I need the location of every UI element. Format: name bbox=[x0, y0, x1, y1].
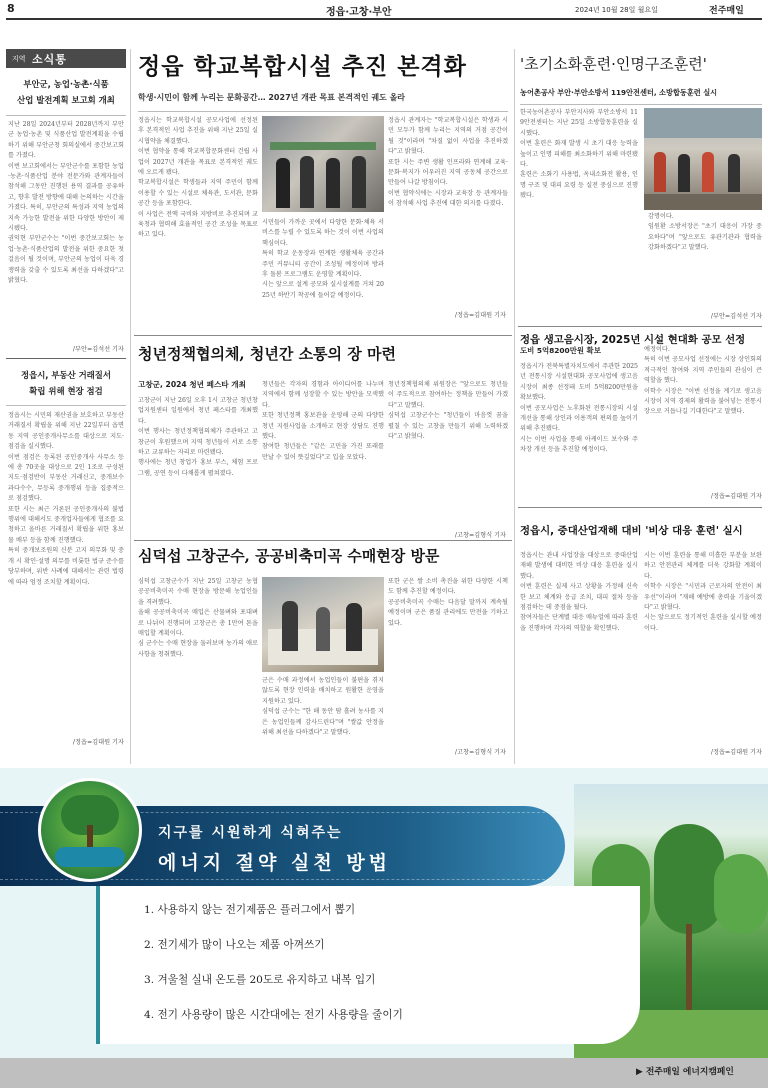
eco-subhead: 도비 5억8200만원 확보 bbox=[520, 346, 601, 355]
youth-headline: 청년정책협의체, 청년간 소통의 장 마련 bbox=[138, 345, 396, 363]
youth-col3: 청년정책협의체 위원장은 "앞으로도 청년들이 주도적으로 참여하는 정책을 만들어 가겠다"고 말했다. 심덕섭 고창군수는 "청년들이 마음껏 꿈을 펼칠 수 있는 고창을 만들기 위해 노력하겠다"고 밝혔다. bbox=[388, 381, 508, 441]
sidebar-label-title: 소식통 bbox=[32, 53, 67, 66]
section-name: 정읍·고창·부안 bbox=[326, 7, 392, 18]
gochang-col2: 군은 수매 과정에서 농업인들이 불편을 겪지 않도록 현장 인력을 배치하고 원활한 운영을 지원하고 있다. 심덕섭 군수는 "한 해 동안 땀 흘려 농사를 지은 농업인들께 감사드린다"며 "쌀값 안정을 위해 최선을 다하겠다"고 말했다. bbox=[262, 677, 384, 737]
eco-col1: 정읍시가 전북특별자치도에서 주관한 2025년 전통시장 시설현대화 공모사업에 생고음시장이 최종 선정돼 도비 5억8200만원을 확보했다. 이번 공모사업은 노후화된 전통시장의 시설 개선을 통해 상인과 이용객의 편의를 높이기 위해 추진됐다. 시는 이번 사업을 통해 아케이드 보수와 주차장 개선 등을 추진할 예정이다. bbox=[520, 363, 638, 454]
earth-tree-icon bbox=[38, 778, 142, 882]
sidebar-story1-body: 지난 28일 2024년부터 2028년까지 부안군 농업·농촌 및 식품산업 발전계획을 수립하기 위해 부안군청 회의실에서 중간보고회를 가졌다. 이번 보고회에서는 부안군수를 포함한 농업·농촌·식품산업 분야 전문가와 관계자들이 참석해 그동안 진행된 용역 결과를 공유하고, 향후 발전 방향에 대해 논의하는 시간을 가졌다. 특히, 부안군의 특성과 지역 농업의 지속 가능한 발전을 위한 다양한 방안이 제시됐다. 권익현 부안군수는 "이번 중간보고회는 농업·농촌·식품산업의 발전을 위한 중요한 첫 걸음이 될 것이며, 부안군의 농업이 더욱 경쟁력을 갖출 수 있도록 최선을 다하겠다"고 밝혔다. bbox=[8, 121, 124, 285]
main-photo bbox=[262, 116, 384, 212]
main-col2: 시민들이 가까운 곳에서 다양한 문화·체육 서비스를 누릴 수 있도록 하는 것이 이번 사업의 핵심이다. 특히 학교 운동장과 연계한 생활체육 공간과 주민 커뮤니티 공간이 조성될 예정이며 방과후 돌봄 프로그램도 운영할 계획이다. 시는 앞으로 설계 공모와 실시설계를 거쳐 2025년 하반기 착공에 들어갈 예정이다. bbox=[262, 219, 384, 299]
gochang-headline: 심덕섭 고창군수, 공공비축미곡 수매현장 방문 bbox=[138, 547, 440, 565]
drill-col1: 정읍시는 관내 사업장을 대상으로 중대산업재해 발생에 대비한 비상 대응 훈련을 실시했다. 이번 훈련은 실제 사고 상황을 가정해 신속한 보고 체계와 응급 조치, 대피 절차 등을 점검하는 데 중점을 뒀다. 참여자들은 단계별 대응 매뉴얼에 따라 훈련을 진행하며 각자의 역할을 확인했다. bbox=[520, 552, 638, 632]
sidebar-story2-byline: /정읍=김대원 기자 bbox=[72, 739, 124, 746]
drill-col2: 시는 이번 훈련을 통해 미흡한 부분을 보완하고 안전관리 체계를 더욱 강화할 계획이다. 이학수 시장은 "시민과 근로자의 안전이 최우선"이라며 "재해 예방에 총력을 기울이겠다"고 밝혔다. 시는 앞으로도 정기적인 훈련을 실시할 예정이다. bbox=[644, 552, 762, 632]
ad-title2: 에너지 절약 실천 방법 bbox=[158, 852, 392, 874]
eco-headline: 정읍 생고음시장, 2025년 시설 현대화 공모 선정 bbox=[520, 334, 746, 346]
fire-byline: /부안=김석선 기자 bbox=[710, 313, 762, 320]
fire-headline: '초기소화훈련·인명구조훈련' bbox=[520, 55, 707, 73]
sidebar-story1-title: 부안군, 농업·농촌·식품 산업 발전계획 보고회 개최 bbox=[17, 79, 115, 105]
page-number: 8 bbox=[7, 2, 15, 15]
ad-list-item: 1. 사용하지 않는 전기제품은 플러그에서 뽑기 bbox=[144, 904, 356, 916]
paper-name: 전주매일 bbox=[709, 6, 744, 16]
sidebar-story1-byline: /부안=김석선 기자 bbox=[72, 346, 124, 353]
gochang-col3: 또한 군은 쌀 소비 촉진을 위한 다양한 시책도 함께 추진할 예정이다. 공공비축미곡 수매는 다음달 말까지 계속될 예정이며 군은 품질 관리에도 만전을 기하고 있다. bbox=[388, 578, 508, 627]
fire-col1: 한국농어촌공사 부안지사와 부안소방서 119안전센터는 지난 25일 소방합동훈련을 실시했다. 이번 훈련은 화재 발생 시 초기 대응 능력을 높이고 인명 피해를 최소화하기 위해 마련됐다. 훈련은 소화기 사용법, 옥내소화전 활용, 인명 구조 및 대피 요령 등 실전 중심으로 진행됐다. bbox=[520, 109, 638, 200]
drill-byline: /정읍=김대원 기자 bbox=[710, 749, 762, 756]
gochang-photo bbox=[262, 577, 384, 672]
fire-col3: 감명이다. 임원환 소방서장은 "초기 대응이 가장 중요하다"며 "앞으로도 유관기관과 협력을 강화하겠다"고 말했다. bbox=[648, 213, 762, 252]
main-col1: 정읍시는 학교복합시설 공모사업에 선정된 후 본격적인 사업 추진을 위해 지난 25일 실시협약을 체결했다. 이번 협약을 통해 학교복합문화센터 건립 사업이 2027년 개관을 목표로 본격적인 궤도에 오르게 됐다. 학교복합시설은 학생들과 지역 주민이 함께 이용할 수 있는 시설로 체육관, 도서관, 문화 공간 등을 포함한다. 이 사업은 전액 국비와 지방비로 추진되며 교육청과 협력해 효율적인 공간 조성을 목표로 하고 있다. bbox=[138, 117, 258, 239]
ad-list bbox=[96, 886, 640, 1044]
gochang-byline: /고창=김형식 기자 bbox=[454, 749, 506, 756]
youth-subhead: 고창군, 2024 청년 페스타 개최 bbox=[138, 380, 246, 389]
main-headline: 정읍 학교복합시설 추진 본격화 bbox=[138, 53, 467, 80]
ad-list-item: 3. 겨울철 실내 온도를 20도로 유지하고 내복 입기 bbox=[144, 974, 376, 986]
sidebar-label bbox=[6, 49, 126, 68]
youth-byline: /고창=김형식 기자 bbox=[454, 532, 506, 539]
ad-title1: 지구를 시원하게 식혀주는 bbox=[158, 825, 343, 841]
fire-subhead: 농어촌공사 부안·부안소방서 119안전센터, 소방합동훈련 실시 bbox=[520, 88, 718, 97]
ad-list-item: 2. 전기세가 많이 나오는 제품 아껴쓰기 bbox=[144, 939, 325, 951]
eco-byline: /정읍=김대원 기자 bbox=[710, 493, 762, 500]
gochang-col1: 심덕섭 고창군수가 지난 25일 고창군 농협 공공비축미곡 수매 현장을 방문해 농업인들을 격려했다. 올해 공공비축미곡 매입은 산물벼와 포대벼로 나뉘어 진행되며 고창군은 총 1만여 톤을 매입할 계획이다. 심 군수는 수매 현장을 둘러보며 농가의 애로사항을 청취했다. bbox=[138, 578, 258, 658]
energy-ad bbox=[0, 768, 768, 1088]
sidebar-story2-body: 정읍시는 시민의 재산권을 보호하고 부동산 거래질서 확립을 위해 지난 22일부터 읍면동 지역 공인중개사무소를 대상으로 지도·점검을 실시했다. 이번 점검은 등록된 공인중개사 사무소 등에 총 70곳을 대상으로 2인 1조로 구성된 지도·점검반이 부동산 거래신고, 중개보수 과다수수, 무등록 중개행위 등을 집중적으로 점검했다. 또한 시는 최근 거론된 공인중개사의 불법 행위에 대해서도 중개업자들에게 협조를 요청하고 올바른 거래질서 확립을 위한 홍보물 배부 등을 함께 진행했다. 특히 중개보조원의 신분 고지 의무화 및 중개 시 확인·설명 의무를 비롯한 법규 준수를 당부하며, 위반 사례에 대해서는 관련 법령에 따라 엄정 조치할 계획이다. bbox=[8, 412, 124, 586]
youth-col2: 청년들은 각자의 경험과 아이디어를 나누며 지역에서 함께 성장할 수 있는 방안을 모색했다. 또한 청년정책 홍보관을 운영해 군의 다양한 청년 지원사업을 소개하고 현장 상담도 진행했다. 참여한 청년들은 "같은 고민을 가진 또래를 만날 수 있어 뜻깊었다"고 입을 모았다. bbox=[262, 381, 384, 461]
sidebar-story2-title: 정읍시, 부동산 거래질서 확립 위해 현장 점검 bbox=[21, 370, 111, 396]
main-col3: 정읍시 관계자는 "학교복합시설은 학생과 시민 모두가 함께 누리는 지역의 거점 공간이 될 것"이라며 "차질 없이 사업을 추진하겠다"고 밝혔다. 또한 시는 주변 생활 인프라와 연계해 교육·문화·복지가 어우러진 지역 공동체 공간으로 만들어 나갈 방침이다. 이번 협약식에는 시장과 교육장 등 관계자들이 참석해 사업 추진에 대한 의지를 다졌다. bbox=[388, 117, 508, 208]
issue-date: 2024년 10월 28일 월요일 bbox=[575, 6, 658, 14]
page-header bbox=[0, 0, 768, 20]
eco-col2: 예정이다. 특히 이번 공모사업 선정에는 시장 상인회의 적극적인 참여와 지역 주민들의 관심이 큰 역할을 했다. 이학수 시장은 "이번 선정을 계기로 생고음시장이 지역 경제의 활력을 불어넣는 전통시장으로 거듭나길 기대한다"고 말했다. bbox=[644, 346, 762, 416]
ad-list-item: 4. 전기 사용량이 많은 시간대에는 전기 사용량을 줄이기 bbox=[144, 1009, 403, 1021]
sidebar bbox=[6, 49, 126, 764]
main-byline: /정읍=김대원 기자 bbox=[454, 312, 506, 319]
drill-headline: 정읍시, 중대산업재해 대비 '비상 대응 훈련' 실시 bbox=[520, 525, 743, 537]
youth-col1: 고창군이 지난 26일 오후 1시 고창군 청년창업지원센터 일원에서 청년 페스타를 개최했다. 이번 행사는 청년정책협의체가 주관하고 고창군이 후원했으며 지역 청년들이 서로 소통하고 교류하는 자리로 마련됐다. 행사에는 청년 창업가 홍보 부스, 체험 프로그램, 공연 등이 다채롭게 펼쳐졌다. bbox=[138, 397, 258, 477]
ad-footer-text: ▶ 전주매일 에너지캠페인 bbox=[636, 1067, 734, 1077]
fire-photo bbox=[644, 108, 762, 210]
sidebar-label-tag: 지역 bbox=[12, 55, 26, 63]
main-subhead: 학생·시민이 함께 누리는 문화공간… 2027년 개관 목표 본격적인 궤도 올라 bbox=[138, 93, 406, 102]
